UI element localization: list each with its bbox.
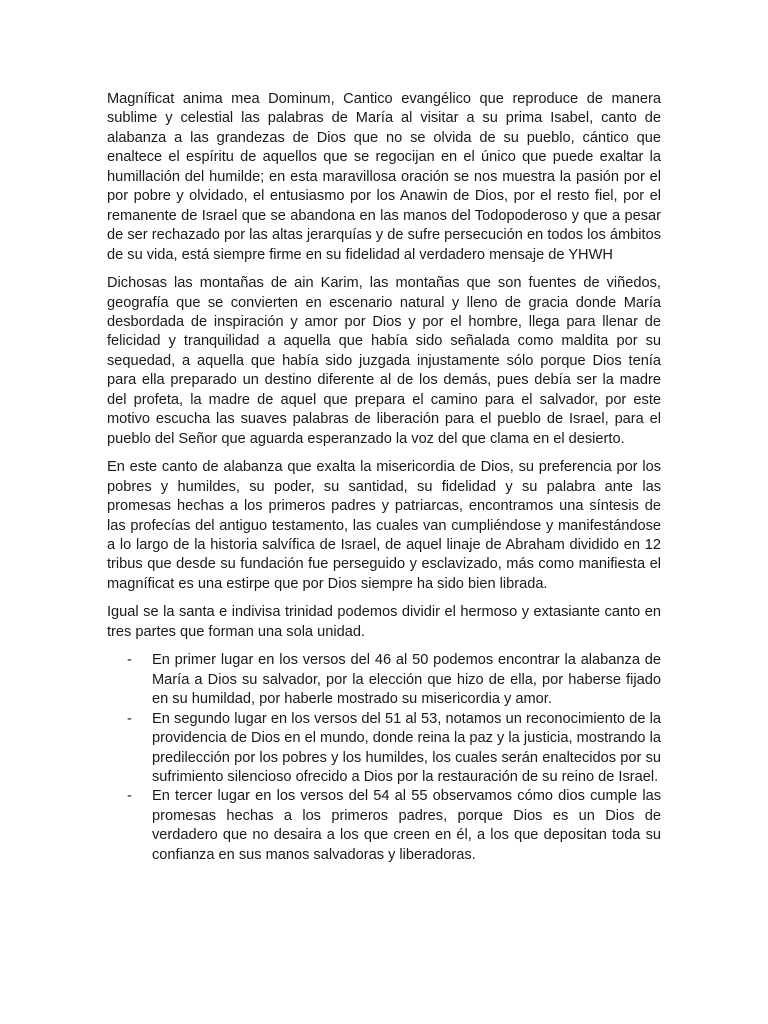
list-item xyxy=(107,787,661,865)
list-item-text: En tercer lugar en los versos del 54 al 55 observamos cómo dios cumple las promesas hechas a los primeros padres, porque Dios es un Dios de verdadero que no desaira a los que creen en él, a los que depositan toda su confianza en sus manos salvadoras y liberadoras. xyxy=(152,788,661,863)
list-item-text: En primer lugar en los versos del 46 al 50 podemos encontrar la alabanza de María a Dios su salvador, por la elección que hizo de ella, por haberse fijado en su humildad, por haberle mostrado su misericordia y amor. xyxy=(152,652,661,708)
list-item-text: En segundo lugar en los versos del 51 al 53, notamos un reconocimiento de la providencia de Dios en el mundo, donde reina la paz y la justicia, mostrando la predilección por los pobres y los humildes, los cuales serán enaltecidos por su sufrimiento silencioso ofrecido a Dios por la restauración de su reino de Israel. xyxy=(152,710,661,785)
verses-list xyxy=(107,651,661,865)
dash-bullet: - xyxy=(127,788,132,805)
list-item xyxy=(107,651,661,709)
paragraph-magnificat-intro: Magníficat anima mea Dominum, Cantico evangélico que reproduce de manera sublime y celestial las palabras de María al visitar a su prima Isabel, canto de alabanza a las grandezas de Dios que no se olvida de su pueblo, cántico que enaltece el espíritu de aquellos que se regocijan en el único que puede exaltar la humillación del humilde; en esta maravillosa oración se nos muestra la pasión por el por pobre y olvidado, el entusiasmo por los Anawin de Dios, por el resto fiel, por el remanente de Israel que se abandona en las manos del Todopoderoso y que a pesar de ser rechazado por las altas jerarquías y de sufre persecución en todos los ámbitos de su vida, está siempre firme en su fidelidad al verdadero mensaje de YHWH xyxy=(107,91,661,263)
paragraph-ain-karim: Dichosas las montañas de ain Karim, las montañas que son fuentes de viñedos, geografía que se convierten en escenario natural y lleno de gracia donde María desbordada de inspiración y amor por Dios y por el hombre, llega para llenar de felicidad y tranquilidad a aquella que había sido señalada como maldita por su sequedad, a aquella que había sido juzgada injustamente sólo porque Dios tenía para ella preparado un destino diferente al de los demás, pues debía ser la madre del profeta, la madre de aquel que prepara el camino para el salvador, por este motivo escucha las suaves palabras de liberación para el pueblo de Israel, para el pueblo del Señor que aguarda esperanzado la voz del que clama en el desierto. xyxy=(107,275,661,447)
dash-bullet: - xyxy=(127,652,132,669)
dash-bullet: - xyxy=(127,710,132,727)
list-item xyxy=(107,710,661,788)
paragraph-canto-alabanza: En este canto de alabanza que exalta la misericordia de Dios, su preferencia por los pobres y humildes, su poder, su santidad, su fidelidad y su palabra ante las promesas hechas a los primeros padres y patriarcas, encontramos una síntesis de las profecías del antiguo testamento, las cuales van cumpliéndose y manifestándose a lo largo de la historia salvífica de Israel, de aquel linaje de Abraham dividido en 12 tribus que desde su fundación fue perseguido y esclavizado, más como manifiesta el magníficat es una estirpe que por Dios siempre ha sido bien librada. xyxy=(107,459,661,592)
paragraph-tres-partes: Igual se la santa e indivisa trinidad podemos dividir el hermoso y extasiante canto en tres partes que forman una sola unidad. xyxy=(107,604,661,640)
document-body xyxy=(107,90,661,865)
